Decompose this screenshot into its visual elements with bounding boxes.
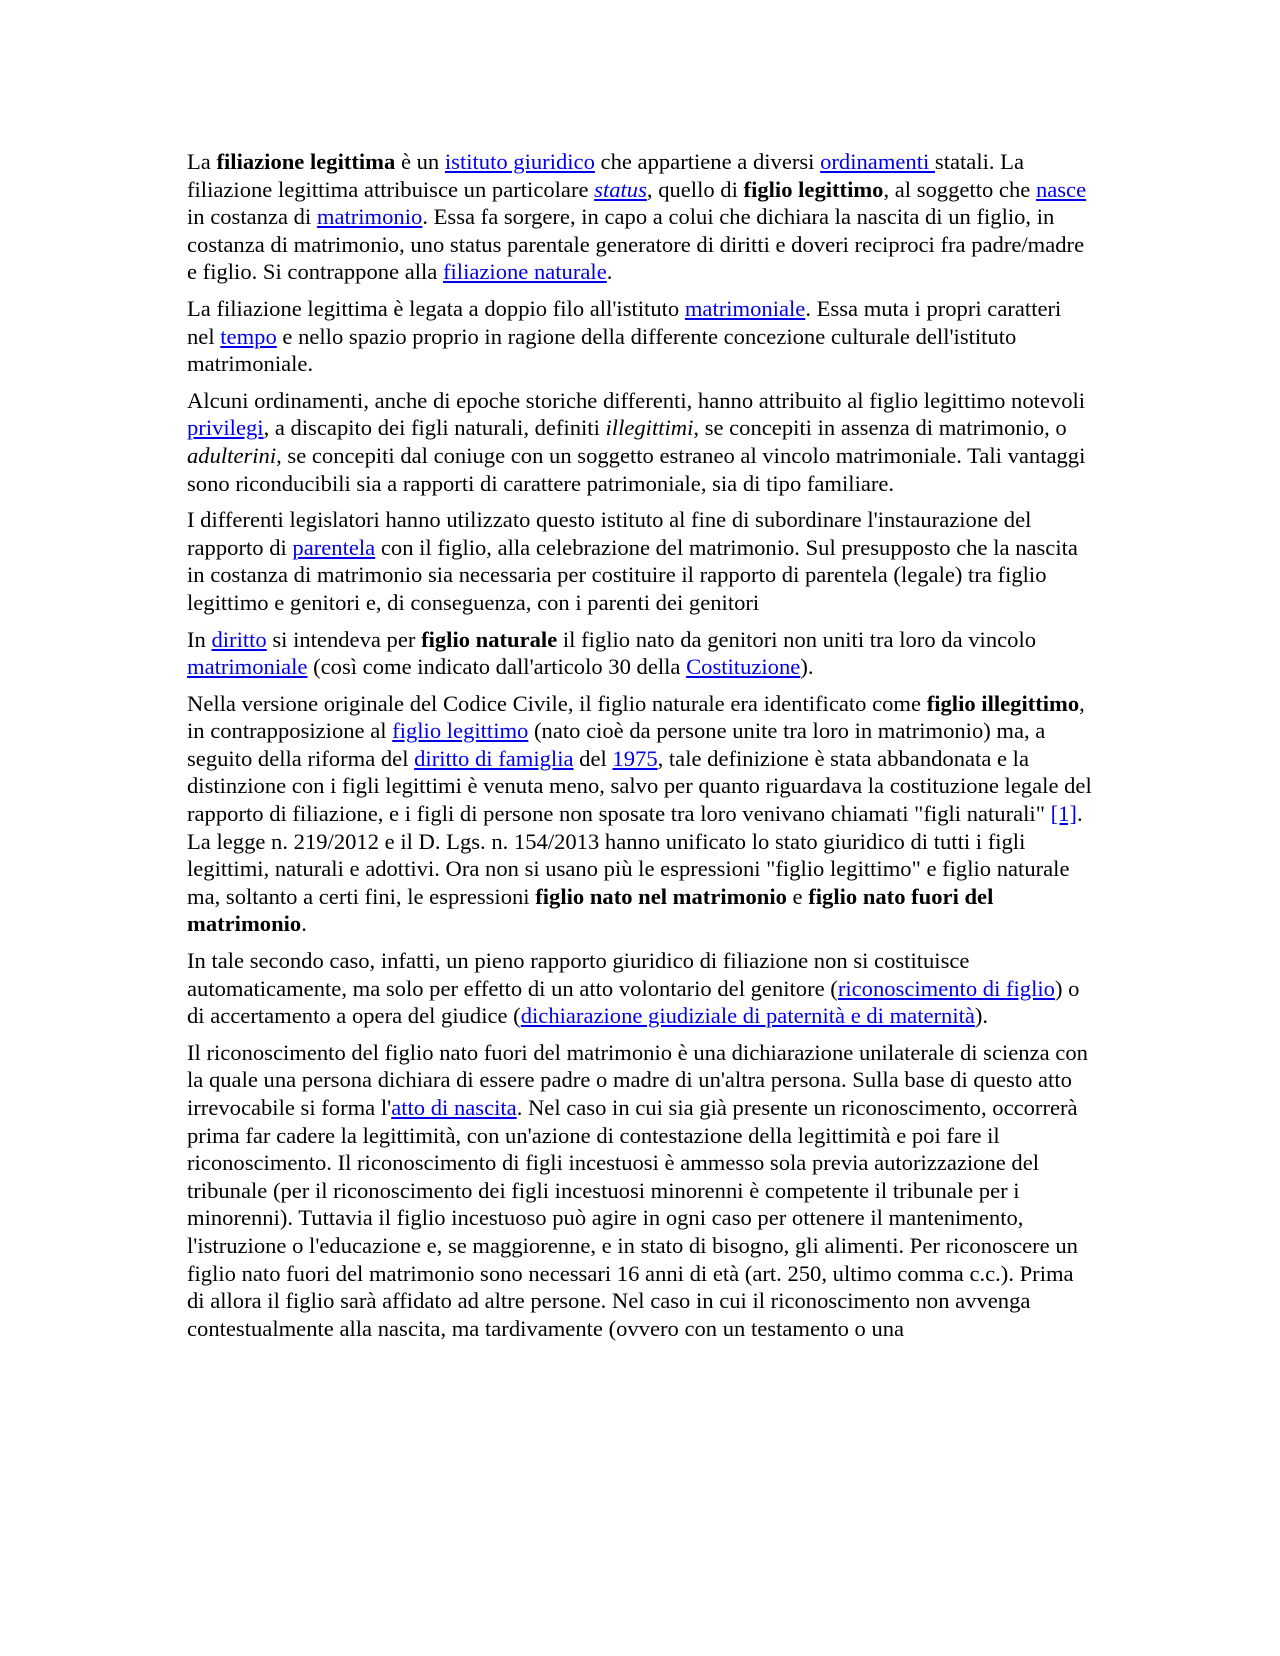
paragraph	[187, 626, 1093, 681]
text-run: ) o di accertamento a opera del giudice (	[187, 975, 1080, 1029]
italic-term: adulterini	[187, 442, 277, 468]
bold-term: figlio naturale	[421, 626, 558, 652]
text-run: ).	[800, 654, 814, 680]
link-ordinamenti[interactable]: ordinamenti	[820, 149, 935, 174]
paragraph	[187, 690, 1093, 938]
paragraph	[187, 387, 1093, 497]
text-run: e nello spazio proprio in ragione della differente concezione culturale dell'istituto matrimoniale.	[187, 323, 1017, 377]
link-privilegi[interactable]: privilegi	[187, 415, 264, 441]
link-riconoscimento-di-figlio[interactable]: riconoscimento di figlio	[837, 975, 1055, 1001]
text-run: . Essa fa sorgere, in capo a colui che dichiara la nascita di un figlio, in costanza di matrimonio, uno status parentale generatore di diritti e doveri reciproci fra padre/madre e figlio. Si contrappone alla	[187, 204, 1085, 285]
text-run: In	[187, 626, 212, 652]
text-run: .	[301, 911, 307, 937]
bold-term: figlio nato nel matrimonio	[535, 883, 787, 909]
text-run: statali. La filiazione legittima attribuisce un particolare	[187, 149, 1025, 202]
text-run: . Essa muta i propri caratteri nel	[187, 295, 1062, 349]
text-run: , se concepiti dal coniuge con un soggetto estraneo al vincolo matrimoniale. Tali vantaggi sono riconducibili sia a rapporti di carattere patrimoniale, sia di tipo familiare.	[187, 442, 1086, 496]
text-run: I differenti legislatori hanno utilizzato questo istituto al fine di subordinare l'instaurazione del rapporto di	[187, 507, 1032, 560]
link-figlio-legittimo[interactable]: figlio legittimo	[392, 718, 529, 744]
link-matrimoniale[interactable]: matrimoniale	[187, 654, 308, 680]
link-atto-di-nascita[interactable]: atto di nascita	[391, 1095, 517, 1120]
bold-term: filiazione legittima	[216, 149, 396, 174]
text-run: .	[606, 259, 613, 285]
link-matrimonio[interactable]: matrimonio	[316, 204, 423, 230]
document-page	[187, 148, 1093, 1351]
text-run: il figlio nato da genitori non uniti tra loro da vincolo	[557, 626, 1037, 652]
paragraph	[187, 1039, 1093, 1343]
link-1975[interactable]: 1975	[612, 745, 658, 771]
text-run: , a discapito dei figli naturali, definiti	[263, 415, 606, 441]
text-run: Nella versione originale del Codice Civile, il figlio naturale era identificato come	[187, 690, 927, 716]
text-run: In tale secondo caso, infatti, un pieno rapporto giuridico di filiazione non si costituisce automaticamente, ma solo per effetto di un atto volontario del genitore (	[187, 948, 970, 1001]
text-run: ).	[974, 1003, 989, 1029]
text-run: . Nel caso in cui sia già presente un riconoscimento, occorrerà prima far cadere la legittimità, con un'azione di contestazione della legittimità e poi fare il riconoscimento. Il riconoscimento di figli incestuosi è ammesso sola previa autorizzazione del tribunale (per il riconoscimento dei figli incestuosi minorenni è competente il tribunale per i minorenni). Tuttavia il figlio incestuoso può agire in ogni caso per ottenere il mantenimento, l'istruzione o l'educazione e, se maggiorenne, e in stato di bisogno, gli alimenti. Per riconoscere un figlio nato fuori del matrimonio sono necessari 16 anni di età (art. 250, ultimo comma c.c.). Prima di allora il figlio sarà affidato ad altre persone. Nel caso in cui il riconoscimento non avvenga contestualmente alla nascita, ma tardivamente (ovvero con un testamento o una	[187, 1095, 1078, 1341]
link-costituzione[interactable]: Costituzione	[686, 654, 801, 680]
text-run: con il figlio, alla celebrazione del matrimonio. Sul presupposto che la nascita in costanza di matrimonio sia necessaria per costituire il rapporto di parentela (legale) tra figlio legittimo e genitori e, di conseguenza, con i parenti dei genitori	[187, 534, 1078, 615]
paragraph	[187, 947, 1093, 1030]
link-nasce[interactable]: nasce	[1035, 176, 1087, 202]
text-run: La	[187, 149, 217, 174]
text-run: in costanza di	[187, 204, 317, 230]
link-1[interactable]: [1]	[1050, 801, 1077, 827]
text-run: (così come indicato dall'articolo 30 della	[307, 654, 687, 680]
link-dichiarazione-giudiziale-di-paternita-e-di-maternita[interactable]: dichiarazione giudiziale di paternità e di maternità	[520, 1003, 975, 1029]
link-filiazione-naturale[interactable]: filiazione naturale	[443, 259, 607, 285]
bold-term: figlio illegittimo	[926, 690, 1080, 716]
paragraph	[187, 148, 1093, 286]
text-run: è un	[395, 149, 445, 174]
text-run: Alcuni ordinamenti, anche di epoche storiche differenti, hanno attribuito al figlio legittimo notevoli	[187, 387, 1086, 413]
text-run: Il riconoscimento del figlio nato fuori del matrimonio è una dichiarazione unilaterale di scienza con la quale una persona dichiara di essere padre o madre di un'altra persona. Sulla base di questo atto irrevocabile si forma l'	[187, 1039, 1088, 1120]
link-diritto[interactable]: diritto	[211, 626, 267, 652]
text-run: (nato cioè da persone unite tra loro in matrimonio) ma, a seguito della riforma del	[187, 718, 1046, 771]
text-run: , se concepiti in assenza di matrimonio, o	[693, 415, 1067, 441]
bold-term: figlio legittimo	[743, 176, 884, 202]
text-run: si intendeva per	[266, 626, 422, 652]
bold-term: figlio nato fuori del matrimonio	[187, 883, 994, 937]
link-istituto-giuridico[interactable]: istituto giuridico	[444, 149, 595, 174]
text-run: , al soggetto che	[883, 176, 1036, 202]
paragraph	[187, 295, 1093, 378]
link-matrimoniale[interactable]: matrimoniale	[684, 295, 806, 321]
paragraph	[187, 506, 1093, 616]
link-tempo[interactable]: tempo	[220, 323, 277, 349]
link-status[interactable]: status	[594, 176, 647, 202]
text-run: e	[786, 883, 809, 909]
italic-term: illegittimi	[605, 415, 694, 441]
text-run: . La legge n. 219/2012 e il D. Lgs. n. 154/2013 hanno unificato lo stato giuridico di tutti i figli legittimi, naturali e adottivi. Ora non si usano più le espressioni "figlio legittimo" e figlio naturale ma, soltanto a certi fini, le espressioni	[187, 801, 1083, 909]
text-run: che appartiene a diversi	[594, 149, 821, 174]
link-diritto-di-famiglia[interactable]: diritto di famiglia	[414, 745, 574, 771]
text-run: del	[573, 745, 613, 771]
link-parentela[interactable]: parentela	[292, 534, 376, 560]
text-run: , tale definizione è stata abbandonata e la distinzione con i figli legittimi è venuta meno, salvo per quanto riguardava la costituzione legale del rapporto di filiazione, e i figli di persone non sposate tra loro venivano chiamati "figli naturali"	[187, 745, 1092, 827]
text-run: , in contrapposizione al	[187, 690, 1085, 744]
text-run: , quello di	[646, 176, 744, 202]
text-run: La filiazione legittima è legata a doppio filo all'istituto	[187, 295, 685, 321]
